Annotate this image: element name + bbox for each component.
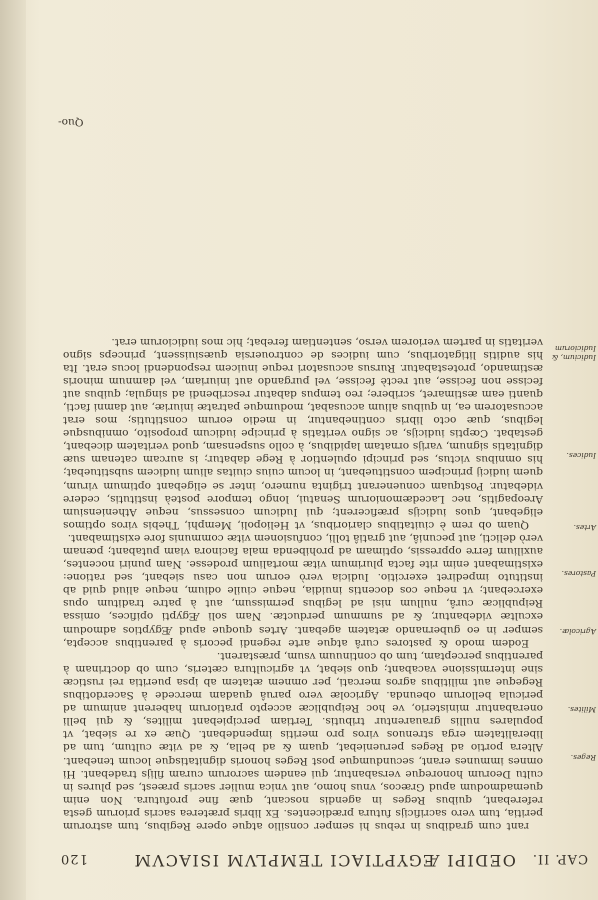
paragraph: Quam ob rem è ciuitatibus clarioribus, vt Heliopoli, Memphi, Thebis viros optimos eligebant, quos iudicijs præficerent; qui Iudicum consessus, neque Atheniensium Areopagitis, nec Lacedæmoniorum Senatui, longo tempore posteà institutis, cedere videbatur. Postquam conuenerant triginta numero, inter se eligebant optimum virum, quem iudicij principem constituebant, in locum cuius ciuitas alium iudicem substituebat; his omnibus victus, sed principi opulentior à Rege dabatur; is aurcam catenam suæ dignitatis signum, varijs ornatam lapidibus, à collo suspensam, quod veritatem dicebant, gestabat. Cœptis iudicijs, ac signo veritatis à principe iudicum proposito, omnibusque legibus, quæ octo libris continebantur, in medio eorum constitutis; mos erat accusatorem ea, in quibus alium accusabat, modumque patratæ iniuriæ, aut damni facti, quanti eam æstimaret, scribere; reo tempus dabatur rescribendi ad singula; quibus aut fecisse non fecisse, aut rectè fecisse, vel purgando aut iniuriam, vel damnum minoris æstimando, protestabatur. Rursus accusatori reque inuicem respondendi locus erat. Ita his auditis litigatoribus, cum iudices de controuersia quæsiuissent, princeps signo veritatis in partem veriorem verso, sententiam ferebat; hic mos iudiciorum erat. [63,335,543,531]
running-title: OEDIPI ÆGYPTIACI TEMPLVM ISIACVM [133,851,516,870]
chapter-label: CAP. II. [531,851,588,866]
running-header [60,840,588,870]
margin-note: Iudices. [566,451,596,460]
printed-page [28,30,598,870]
book-gutter [0,0,26,900]
paragraph: rant cum gradibus in rebus hi semper consilio atque opere Regibus, tum astrorum peritia, tum vero sacrificijs futura prædicentes. Ex libris præterea sacris priorum gesta referebant, quibus Reges in agendis noscant, quæ fine profutura. Non enim quemadmodum apud Græcos, vnus homo, aut vnica mulier sacris præest, sed plures in cultu Deorum honoreque versabantur, qui eandem sacrorum curam filijs tradebant. Hi omnes immunes erant, secundumque post Reges honoris dignitatisque locum tenebant. Altera portio ad Reges perueniebat, quam & ad bella, & ad vitæ cultum, tum ad liberalitatem erga strenuos viros pro meritis impendebant. Quæ ex re siebat, vt populares nullis grauarentur tributis. Tertiam percipiebant milites, & qui belli onerabantur ministerio, ve hoc Reipublicæ accepto pratiorum haberent animum ad pericula bellorum obeunda. Agricolæ vero paruâ quadam mercede à Sacerdotibus Regeque aut militibus agros mercati, per omnem ætatem ab ipsa pueritia rei rusticæ sine intermissione vacabant; quo siebat, vt agricultura cæteris, cum ob doctrinam à parentibus perceptam, tum ob continuum vsum, præstarent. [63,649,543,832]
page-number: 120 [60,851,88,866]
margin-note: Reges. [570,753,596,762]
paragraph: Eodem modo & pastores curâ atque arte regendi pecoris à parentibus accepta, semper in eo gubernando ætatem agebant. Artes quoque apud Ægyptios admodum excultæ videbantur, & ad summum perductæ. Nam soli Ægypti opifices, omissa Reipublicæ curâ, nullum nisi ad legibus permissum, aut à patre traditum opus exercebant; vt neque cos docentis inuidia, neque ciuile odium, neque aliud quid ab instituto impediret exercitio. Iudicia verò eorum non casu siebant, sed ratione: existimabant enim rite facta plurimum vitæ mortalium prodesse. Nam puniri nocentes, auxilium ferre oppressis, optimam ad prohibenda mala facinora viam putabant; pœnam verò delicti, aut pecuniâ, aut gratiâ tolli, confusionem vitæ communis fore existimabant. [63,531,543,649]
margin-notes [546,132,598,832]
margin-note: Artes. [573,523,596,532]
margin-note: Iudicium, & Iudiciorum [551,344,596,362]
margin-note: Pastores. [561,569,596,578]
margin-note: Agricolæ. [559,627,596,636]
catchword: Quo- [58,116,84,128]
body-text [63,334,543,832]
margin-note: Milites. [567,705,596,714]
